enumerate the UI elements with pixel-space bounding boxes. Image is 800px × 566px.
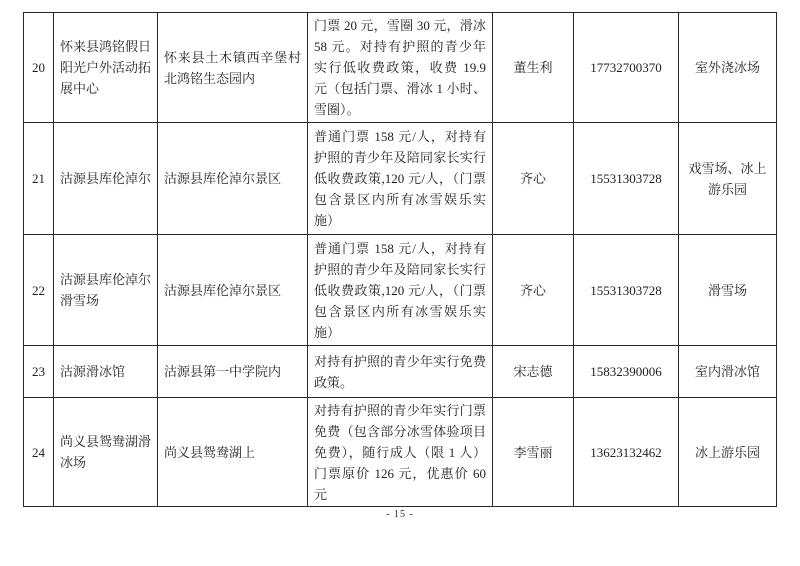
cell-phone-number: 15531303728	[574, 235, 679, 346]
cell-pricing-policy: 对持有护照的青少年实行免费政策。	[308, 346, 493, 398]
cell-row-number: 21	[24, 123, 54, 235]
table-row	[24, 346, 777, 398]
table-row	[24, 13, 777, 123]
cell-row-number: 22	[24, 235, 54, 346]
cell-address: 沽源县库伦淖尔景区	[158, 235, 308, 346]
cell-venue-type: 滑雪场	[679, 235, 777, 346]
table-row	[24, 123, 777, 235]
cell-venue-type: 室外浇冰场	[679, 13, 777, 123]
cell-phone-number: 13623132462	[574, 398, 679, 507]
cell-pricing-policy: 门票 20 元，雪圈 30 元，滑冰 58 元。对持有护照的青少年实行低收费政策，收费 19.9 元（包括门票、滑冰 1 小时、雪圈）。	[308, 13, 493, 123]
cell-address: 沽源县第一中学院内	[158, 346, 308, 398]
cell-row-number: 20	[24, 13, 54, 123]
cell-facility-name: 沽源县库伦淖尔	[54, 123, 158, 235]
cell-facility-name: 沽源县库伦淖尔滑雪场	[54, 235, 158, 346]
cell-row-number: 23	[24, 346, 54, 398]
cell-contact-person: 董生利	[493, 13, 574, 123]
cell-phone-number: 15531303728	[574, 123, 679, 235]
cell-contact-person: 宋志德	[493, 346, 574, 398]
cell-pricing-policy: 对持有护照的青少年实行门票免费（包含部分冰雪体验项目免费），随行成人（限 1 人）门票原价 126 元，优惠价 60 元	[308, 398, 493, 507]
cell-facility-name: 沽源滑冰馆	[54, 346, 158, 398]
table-row	[24, 235, 777, 346]
cell-venue-type: 冰上游乐园	[679, 398, 777, 507]
venue-pricing-table	[23, 12, 777, 507]
cell-contact-person: 齐心	[493, 123, 574, 235]
table-row	[24, 398, 777, 507]
cell-phone-number: 17732700370	[574, 13, 679, 123]
cell-address: 沽源县库伦淖尔景区	[158, 123, 308, 235]
cell-pricing-policy: 普通门票 158 元/人，对持有护照的青少年及陪同家长实行低收费政策,120 元/人，（门票包含景区内所有冰雪娱乐实施）	[308, 235, 493, 346]
cell-contact-person: 齐心	[493, 235, 574, 346]
cell-row-number: 24	[24, 398, 54, 507]
cell-address: 怀来县土木镇西辛堡村北鸿铭生态园内	[158, 13, 308, 123]
cell-phone-number: 15832390006	[574, 346, 679, 398]
cell-address: 尚义县鸳鸯湖上	[158, 398, 308, 507]
cell-facility-name: 尚义县鸳鸯湖滑冰场	[54, 398, 158, 507]
cell-contact-person: 李雪丽	[493, 398, 574, 507]
cell-venue-type: 戏雪场、冰上游乐园	[679, 123, 777, 235]
cell-pricing-policy: 普通门票 158 元/人，对持有护照的青少年及陪同家长实行低收费政策,120 元/人，（门票包含景区内所有冰雪娱乐实施）	[308, 123, 493, 235]
page-number: - 15 -	[386, 509, 414, 520]
cell-venue-type: 室内滑冰馆	[679, 346, 777, 398]
cell-facility-name: 怀来县鸿铭假日阳光户外活动拓展中心	[54, 13, 158, 123]
